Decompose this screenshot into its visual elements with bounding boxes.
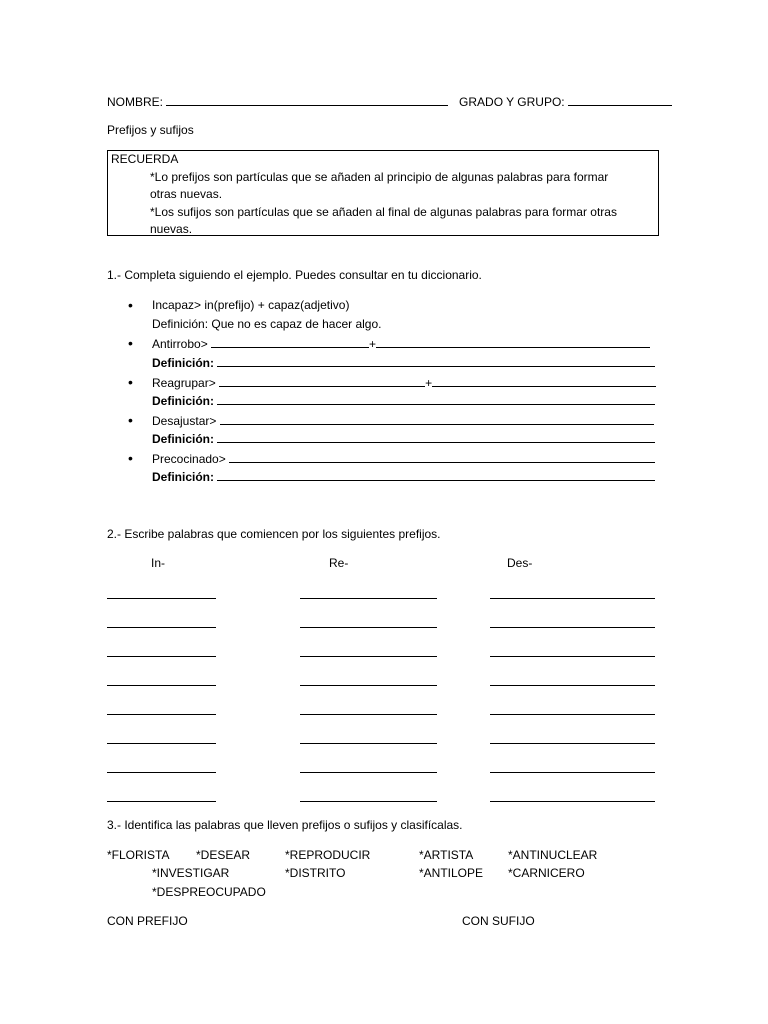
word-line-in[interactable] <box>107 714 216 715</box>
nombre-label: NOMBRE: <box>107 95 164 109</box>
grado-field[interactable] <box>568 94 672 106</box>
recuerda-line-4: nuevas. <box>150 222 193 236</box>
bullet-icon: • <box>128 297 133 313</box>
recuerda-line-3: *Los sufijos son partículas que se añaden al final de algunas palabras para formar otras <box>150 205 617 219</box>
def-desajustar <box>152 431 655 446</box>
word-line-re[interactable] <box>300 772 437 773</box>
column-header-re: Re- <box>329 556 349 570</box>
word-line-des[interactable] <box>490 598 655 599</box>
prefix-field[interactable] <box>211 336 369 348</box>
item-antirrobo <box>152 336 650 351</box>
word-option: *FLORISTA <box>107 848 170 862</box>
item-reagrupar <box>152 375 656 390</box>
word-line-in[interactable] <box>107 598 216 599</box>
word-option: *INVESTIGAR <box>152 866 230 880</box>
definition-label: Definición: <box>152 432 214 446</box>
bullet-icon: • <box>128 374 133 390</box>
plus-sign: + <box>369 337 377 351</box>
example-definition: Definición: Que no es capaz de hacer algo. <box>152 317 382 331</box>
word-line-des[interactable] <box>490 801 655 802</box>
item-word: Desajustar> <box>152 414 217 428</box>
word-line-in[interactable] <box>107 801 216 802</box>
example-word: Incapaz> in(prefijo) + capaz(adjetivo) <box>152 298 350 312</box>
word-line-re[interactable] <box>300 714 437 715</box>
subtitle: Prefijos y sufijos <box>107 123 194 137</box>
definition-field[interactable] <box>217 469 655 481</box>
definition-field[interactable] <box>217 393 655 405</box>
word-line-in[interactable] <box>107 627 216 628</box>
word-line-re[interactable] <box>300 801 437 802</box>
word-line-in[interactable] <box>107 743 216 744</box>
nombre-field[interactable] <box>166 94 448 106</box>
word-line-des[interactable] <box>490 772 655 773</box>
answer-field[interactable] <box>220 413 654 425</box>
word-line-in[interactable] <box>107 656 216 657</box>
definition-field[interactable] <box>217 431 655 443</box>
word-line-re[interactable] <box>300 656 437 657</box>
con-prefijo-heading: CON PREFIJO <box>107 914 188 928</box>
word-line-des[interactable] <box>490 743 655 744</box>
definition-field[interactable] <box>217 355 655 367</box>
root-field[interactable] <box>432 375 656 387</box>
word-line-in[interactable] <box>107 685 216 686</box>
definition-label: Definición: <box>152 356 214 370</box>
word-option: *ARTISTA <box>419 848 474 862</box>
word-option: *DISTRITO <box>285 866 346 880</box>
word-line-re[interactable] <box>300 627 437 628</box>
recuerda-line-2: otras nuevas. <box>150 187 223 201</box>
section3-instruction: 3.- Identifica las palabras que lleven prefijos o sufijos y clasifícalas. <box>107 818 463 832</box>
bullet-icon: • <box>128 450 133 466</box>
bullet-icon: • <box>128 412 133 428</box>
grado-label: GRADO Y GRUPO: <box>459 95 565 109</box>
column-header-des: Des- <box>507 556 533 570</box>
recuerda-title: RECUERDA <box>111 152 179 166</box>
word-line-des[interactable] <box>490 627 655 628</box>
word-line-in[interactable] <box>107 772 216 773</box>
item-word: Reagrupar> <box>152 376 216 390</box>
word-line-re[interactable] <box>300 598 437 599</box>
word-line-re[interactable] <box>300 685 437 686</box>
section1-instruction: 1.- Completa siguiendo el ejemplo. Puedes consultar en tu diccionario. <box>107 268 482 282</box>
recuerda-line-1: *Lo prefijos son partículas que se añaden al principio de algunas palabras para formar <box>150 170 609 184</box>
item-word: Precocinado> <box>152 452 226 466</box>
section2-instruction: 2.- Escribe palabras que comiencen por los siguientes prefijos. <box>107 527 441 541</box>
con-sufijo-heading: CON SUFIJO <box>462 914 535 928</box>
recuerda-box <box>107 150 659 236</box>
word-line-re[interactable] <box>300 743 437 744</box>
definition-label: Definición: <box>152 394 214 408</box>
def-antirrobo <box>152 355 655 370</box>
word-option: *ANTINUCLEAR <box>508 848 598 862</box>
item-precocinado <box>152 451 655 466</box>
definition-label: Definición: <box>152 470 214 484</box>
prefix-field[interactable] <box>219 375 425 387</box>
item-word: Antirrobo> <box>152 337 208 351</box>
item-desajustar <box>152 413 654 428</box>
word-option: *DESEAR <box>196 848 251 862</box>
header-row <box>107 94 672 109</box>
word-option: *DESPREOCUPADO <box>152 885 266 899</box>
word-option: *CARNICERO <box>508 866 585 880</box>
def-reagrupar <box>152 393 655 408</box>
column-header-in: In- <box>151 556 166 570</box>
def-precocinado <box>152 469 655 484</box>
word-option: *REPRODUCIR <box>285 848 371 862</box>
word-option: *ANTILOPE <box>419 866 484 880</box>
word-line-des[interactable] <box>490 685 655 686</box>
root-field[interactable] <box>376 336 650 348</box>
answer-field[interactable] <box>229 451 655 463</box>
word-line-des[interactable] <box>490 656 655 657</box>
plus-sign: + <box>425 376 433 390</box>
word-line-des[interactable] <box>490 714 655 715</box>
bullet-icon: • <box>128 335 133 351</box>
